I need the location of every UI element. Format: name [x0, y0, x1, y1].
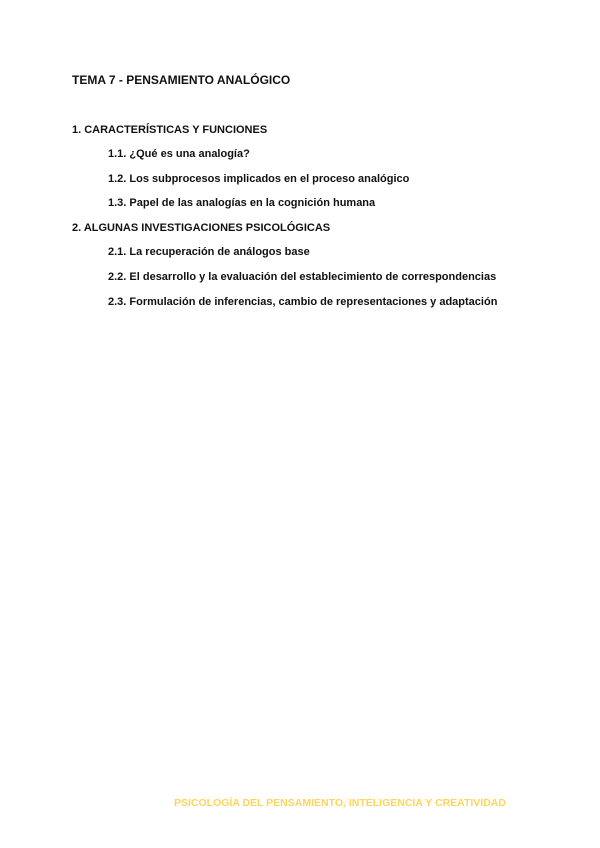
document-title: TEMA 7 - PENSAMIENTO ANALÓGICO	[72, 73, 291, 87]
subsection-2-3: 2.3. Formulación de inferencias, cambio de representaciones y adaptación	[108, 296, 498, 308]
section-heading-2: 2. ALGUNAS INVESTIGACIONES PSICOLÓGICAS	[72, 222, 331, 234]
page-footer: PSICOLOGÍA DEL PENSAMIENTO, INTELIGENCIA Y CREATIVIDAD	[174, 797, 506, 809]
subsection-2-2: 2.2. El desarrollo y la evaluación del establecimiento de correspondencias	[108, 271, 497, 283]
subsection-1-3: 1.3. Papel de las analogías en la cognición humana	[108, 197, 376, 209]
subsection-1-1: 1.1. ¿Qué es una analogía?	[108, 148, 250, 160]
subsection-1-2: 1.2. Los subprocesos implicados en el proceso analógico	[108, 173, 410, 185]
subsection-2-1: 2.1. La recuperación de análogos base	[108, 246, 310, 258]
section-heading-1: 1. CARACTERÍSTICAS Y FUNCIONES	[72, 124, 268, 136]
